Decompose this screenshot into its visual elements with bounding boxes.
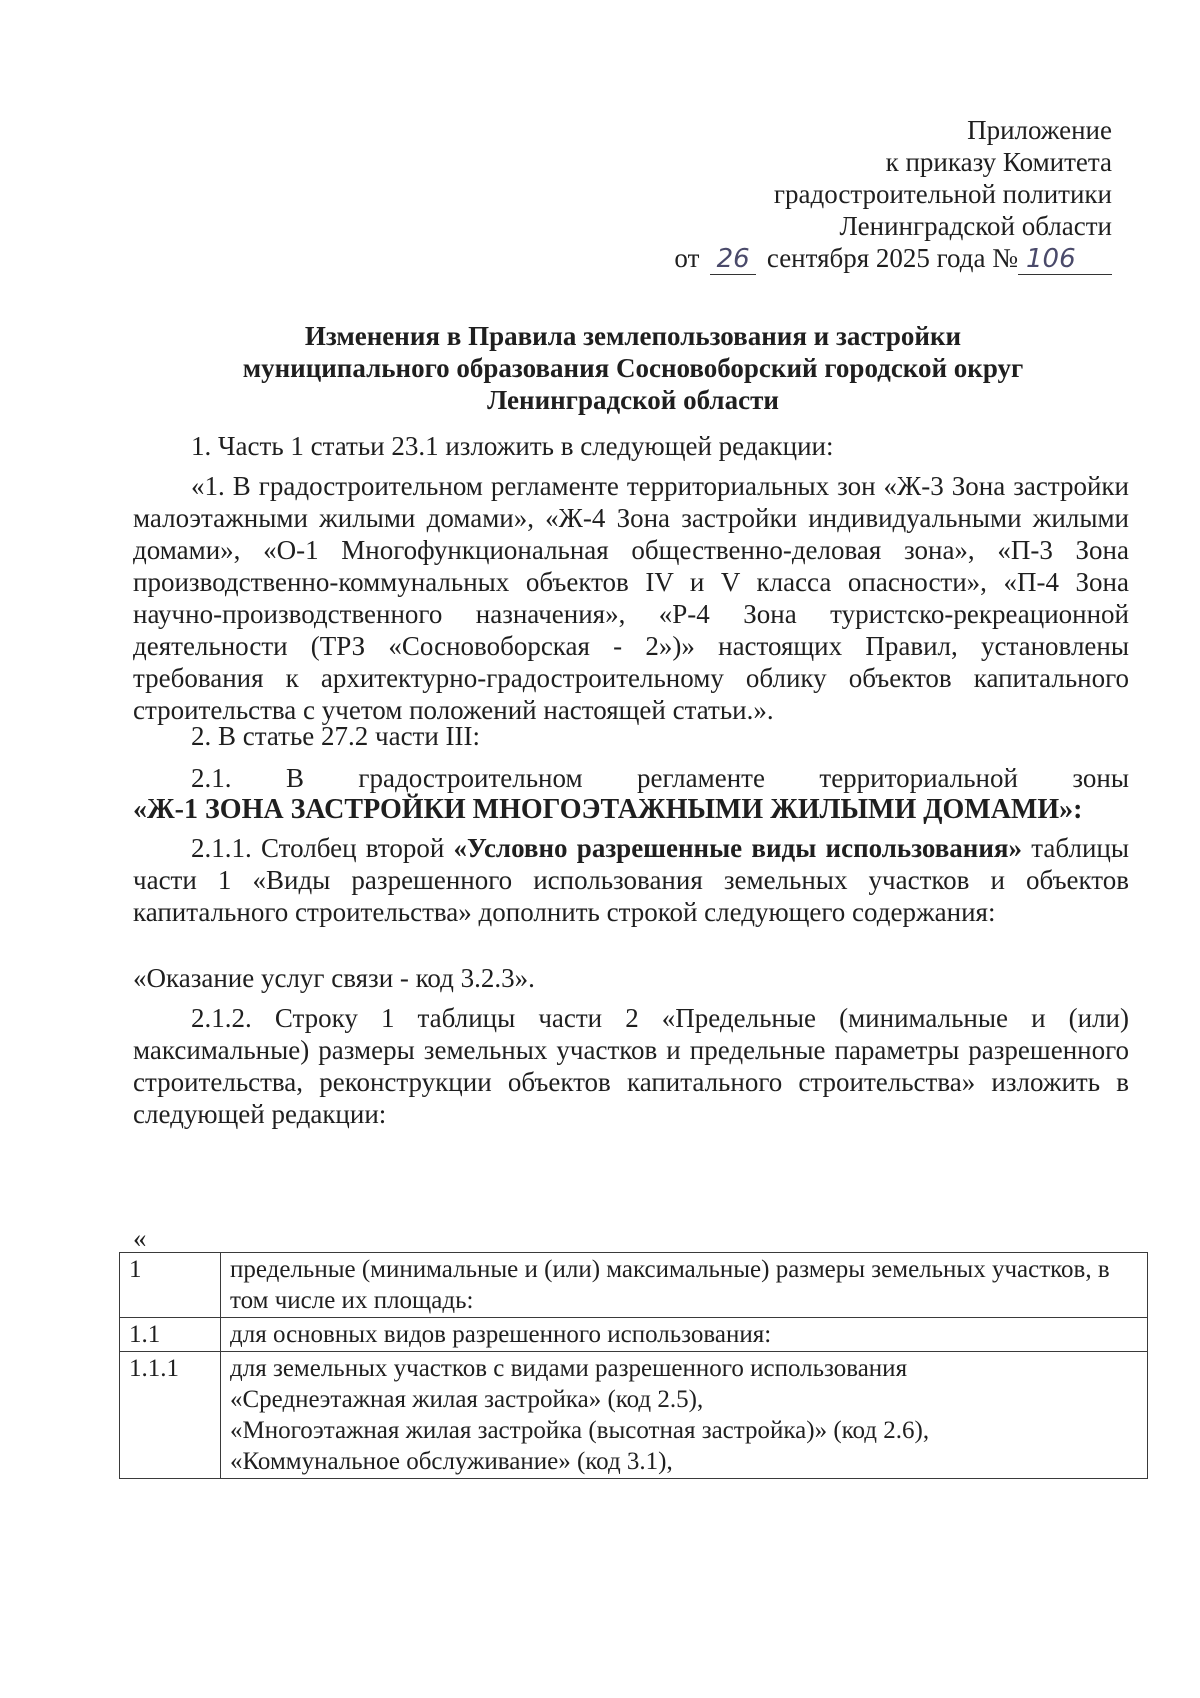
table-row — [120, 1352, 1148, 1479]
item-2-1-zone-name: «Ж-1 ЗОНА ЗАСТРОЙКИ МНОГОЭТАЖНЫМИ ЖИЛЫМИ ДОМАМИ»: — [133, 794, 1083, 825]
approval-line-1: Приложение — [967, 115, 1112, 145]
row-line: «Многоэтажная жилая застройка (высотная застройка)» (код 2.6), — [230, 1417, 930, 1444]
table-row — [120, 1318, 1148, 1352]
row-line: для земельных участков с видами разрешенного использования — [230, 1355, 908, 1382]
row-line: «Коммунальное обслуживание» (код 3.1), — [230, 1448, 673, 1475]
item-1-heading: 1. Часть 1 статьи 23.1 изложить в следующей редакции: — [191, 431, 834, 461]
row-number: 1.1.1 — [120, 1352, 221, 1479]
title-line-3: Ленинградской области — [487, 385, 779, 415]
item-2-1-lead: 2.1. В градостроительном регламенте территориальной зоны — [191, 763, 1129, 793]
item-2-1-1-start: 2.1.1. Столбец второй — [191, 833, 454, 863]
date-day-handwritten: 26 — [710, 244, 756, 275]
row-text: для основных видов разрешенного использования: — [221, 1318, 1148, 1352]
item-2-1-1 — [133, 832, 1129, 928]
item-2-1-2: 2.1.2. Строку 1 таблицы части 2 «Предельные (минимальные и (или) максимальные) размеры земельных участков и предельные параметры разрешенного строительства, реконструкции объектов капитального строительства» изложить в следующей редакции: — [133, 1003, 1129, 1129]
title-line-1: Изменения в Правила землепользования и застройки — [304, 321, 962, 351]
item-1-body: «1. В градостроительном регламенте территориальных зон «Ж-3 Зона застройки малоэтажными жилыми домами», «Ж-4 Зона застройки индивидуальными жилыми домами», «О-1 Многофункциональная общественно-деловая зона», «П-3 Зона производственно-коммунальных объектов IV и V класса опасности», «П-4 Зона научно-производственного назначения», «Р-4 Зона туристско-рекреационной деятельности (ТРЗ «Сосновоборская - 2»)» настоящих Правил, установлены требования к архитектурно-градостроительному облику объектов капитального строительства с учетом положений настоящей статьи.». — [133, 471, 1129, 725]
approval-block — [674, 114, 1112, 275]
opening-quote: « — [133, 1223, 147, 1253]
row-text: предельные (минимальные и (или) максимальные) размеры земельных участков, в том числе их площадь: — [221, 1253, 1148, 1318]
date-rest: сентября 2025 года № — [766, 243, 1018, 273]
approval-line-4: Ленинградской области — [839, 211, 1112, 241]
row-number: 1 — [120, 1253, 221, 1318]
approval-date-line — [674, 242, 1112, 275]
row-line: «Среднеэтажная жилая застройка» (код 2.5), — [230, 1386, 704, 1413]
row-number: 1.1 — [120, 1318, 221, 1352]
title-line-2: муниципального образования Сосновоборский городской округ — [242, 353, 1024, 383]
date-prefix: от — [674, 243, 700, 273]
item-2-1 — [133, 762, 1129, 826]
item-2-1-1-end: таблицы части 1 «Виды разрешенного использования земельных участков и объектов капитального строительства» дополнить строкой следующего содержания: — [133, 833, 1129, 927]
approval-line-3: градостроительной политики — [773, 179, 1112, 209]
row-text-multiline — [221, 1352, 1148, 1479]
table-row — [120, 1253, 1148, 1318]
item-2-heading: 2. В статье 27.2 части III: — [191, 721, 481, 751]
parameters-table — [119, 1252, 1148, 1479]
item-2-1-1-column-name: «Условно разрешенные виды использования» — [453, 833, 1023, 863]
order-number-handwritten: 106 — [1018, 244, 1112, 275]
item-2-1-1-quote: «Оказание услуг связи - код 3.2.3». — [133, 963, 535, 993]
approval-line-2: к приказу Комитета — [885, 147, 1112, 177]
document-title — [133, 320, 1133, 416]
